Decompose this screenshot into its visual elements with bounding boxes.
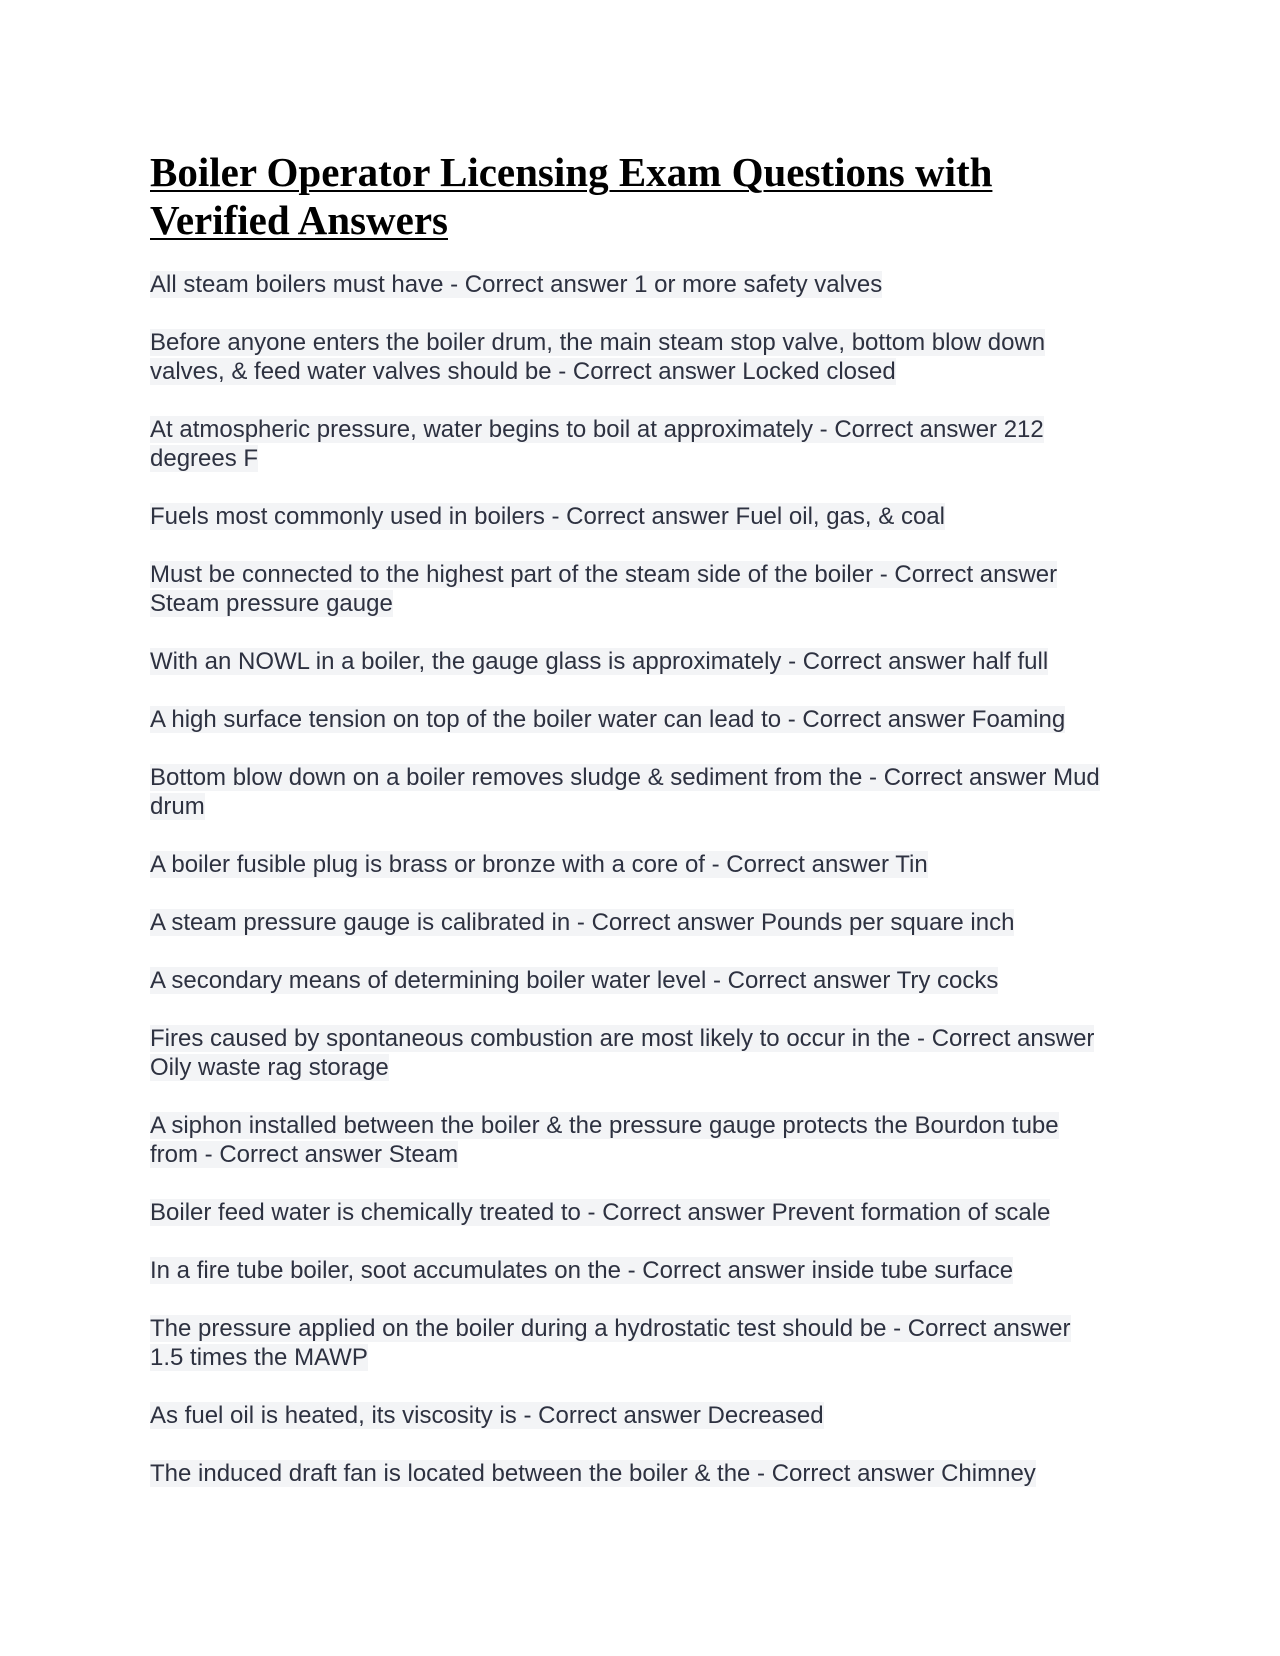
qa-text: The pressure applied on the boiler during a hydrostatic test should be - Correct answer 1.5 times the MAWP — [150, 1315, 1071, 1371]
qa-item — [150, 1198, 1110, 1227]
qa-item — [150, 502, 1110, 531]
qa-text: A steam pressure gauge is calibrated in - Correct answer Pounds per square inch — [150, 909, 1015, 936]
document-title: Boiler Operator Licensing Exam Questions with Verified Answers — [150, 149, 993, 243]
qa-text: A siphon installed between the boiler & the pressure gauge protects the Bourdon tube from - Correct answer Steam — [150, 1112, 1059, 1168]
qa-item — [150, 908, 1110, 937]
qa-text: A secondary means of determining boiler water level - Correct answer Try cocks — [150, 967, 999, 994]
qa-text: Fuels most commonly used in boilers - Correct answer Fuel oil, gas, & coal — [150, 503, 945, 530]
qa-item — [150, 415, 1110, 473]
qa-item — [150, 647, 1110, 676]
qa-text: As fuel oil is heated, its viscosity is - Correct answer Decreased — [150, 1402, 824, 1429]
qa-text: Fires caused by spontaneous combustion are most likely to occur in the - Correct answer Oily waste rag storage — [150, 1025, 1095, 1081]
qa-text: A boiler fusible plug is brass or bronze with a core of - Correct answer Tin — [150, 851, 928, 878]
qa-item — [150, 1256, 1110, 1285]
qa-item — [150, 1024, 1110, 1082]
qa-list — [150, 270, 1110, 1488]
qa-text: Bottom blow down on a boiler removes sludge & sediment from the - Correct answer Mud drum — [150, 764, 1100, 820]
qa-item — [150, 270, 1110, 299]
qa-item — [150, 1111, 1110, 1169]
qa-item — [150, 705, 1110, 734]
qa-text: Boiler feed water is chemically treated to - Correct answer Prevent formation of scale — [150, 1199, 1051, 1226]
qa-item — [150, 1401, 1110, 1430]
qa-text: The induced draft fan is located between the boiler & the - Correct answer Chimney — [150, 1460, 1036, 1487]
qa-item — [150, 763, 1110, 821]
qa-text: With an NOWL in a boiler, the gauge glass is approximately - Correct answer half full — [150, 648, 1049, 675]
qa-text: In a fire tube boiler, soot accumulates on the - Correct answer inside tube surface — [150, 1257, 1014, 1284]
qa-text: At atmospheric pressure, water begins to boil at approximately - Correct answer 212 degrees F — [150, 416, 1044, 472]
qa-item — [150, 850, 1110, 879]
qa-item — [150, 328, 1110, 386]
qa-text: A high surface tension on top of the boiler water can lead to - Correct answer Foaming — [150, 706, 1066, 733]
qa-item — [150, 560, 1110, 618]
document-body — [150, 148, 1110, 1517]
qa-item — [150, 966, 1110, 995]
qa-text: All steam boilers must have - Correct answer 1 or more safety valves — [150, 271, 883, 298]
qa-text: Before anyone enters the boiler drum, the main steam stop valve, bottom blow down valves, & feed water valves should be - Correct answer Locked closed — [150, 329, 1046, 385]
qa-item — [150, 1459, 1110, 1488]
qa-text: Must be connected to the highest part of the steam side of the boiler - Correct answer Steam pressure gauge — [150, 561, 1058, 617]
qa-item — [150, 1314, 1110, 1372]
